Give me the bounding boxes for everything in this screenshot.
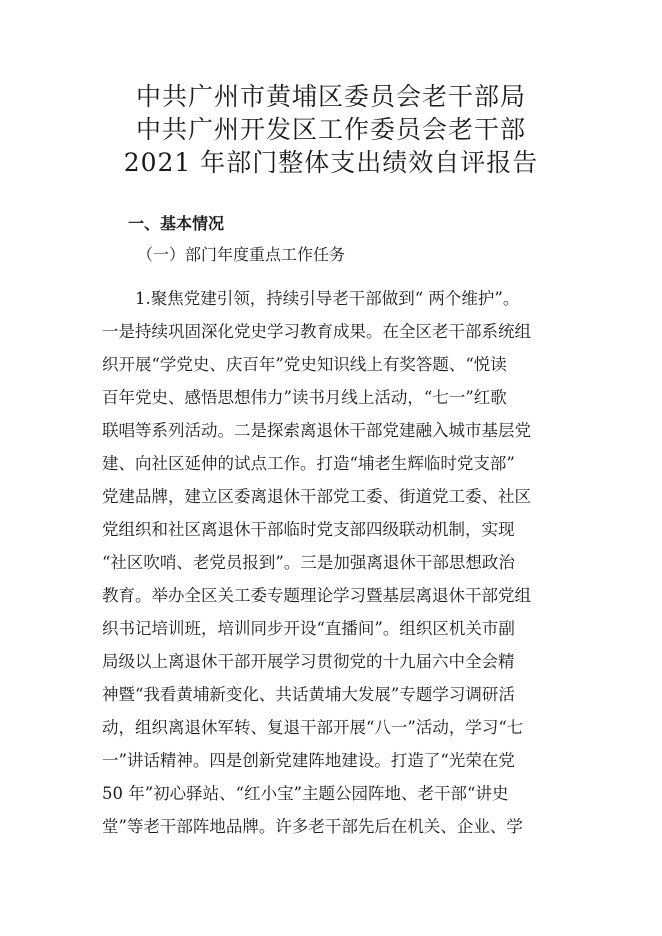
body-line: 党组织和社区离退休干部临时党支部四级联动机制，实现: [102, 520, 515, 539]
body-line: 局级以上离退休干部开展学习贯彻党的十九届六中全会精: [102, 652, 515, 671]
body-line: 动，组织离退休军转、复退干部开展“八一”活动，学习“七: [102, 718, 524, 737]
section-heading: 一、基本情况: [128, 214, 225, 233]
document-title: [0, 80, 662, 179]
body-line: 织开展“学党史、庆百年”党史知识线上有奖答题、“悦读: [102, 355, 507, 374]
body-line: 百年党史、感悟思想伟力”读书月线上活动，“七一”红歌: [102, 388, 507, 407]
body-line: 党建品牌，建立区委离退休干部党工委、街道党工委、社区: [102, 487, 531, 506]
body-text: [102, 282, 572, 843]
subsection-heading: （一）部门年度重点工作任务: [137, 245, 346, 264]
body-line: 1.聚焦党建引领，持续引导老干部做到“ 两个维护”。: [102, 289, 520, 308]
body-line: “社区吹哨、老党员报到”。三是加强离退休干部思想政治: [102, 553, 515, 572]
title-line-3: 2021 年部门整体支出绩效自评报告: [123, 148, 539, 177]
body-line: 联唱等系列活动。二是探索离退休干部党建融入城市基层党: [102, 421, 531, 440]
body-line: 一是持续巩固深化党史学习教育成果。在全区老干部系统组: [102, 322, 531, 341]
title-line-2: 中共广州开发区工作委员会老干部: [135, 115, 526, 144]
body-line: 50 年”初心驿站、“红小宝”主题公园阵地、老干部“讲史: [102, 784, 509, 803]
body-line: 一”讲话精神。四是创新党建阵地建设。打造了“光荣在党: [102, 751, 515, 770]
body-line: 神暨“我看黄埔新变化、共话黄埔大发展”专题学习调研活: [102, 685, 515, 704]
body-line: 织书记培训班，培训同步开设“直播间”。组织区机关市副: [102, 619, 515, 638]
title-line-1: 中共广州市黄埔区委员会老干部局: [135, 82, 526, 111]
body-line: 建、向社区延伸的试点工作。打造“埔老生辉临时党支部”: [102, 454, 515, 473]
body-line: 堂”等老干部阵地品牌。许多老干部先后在机关、企业、学: [102, 817, 523, 836]
body-line: 教育。举办全区关工委专题理论学习暨基层离退休干部党组: [102, 586, 531, 605]
